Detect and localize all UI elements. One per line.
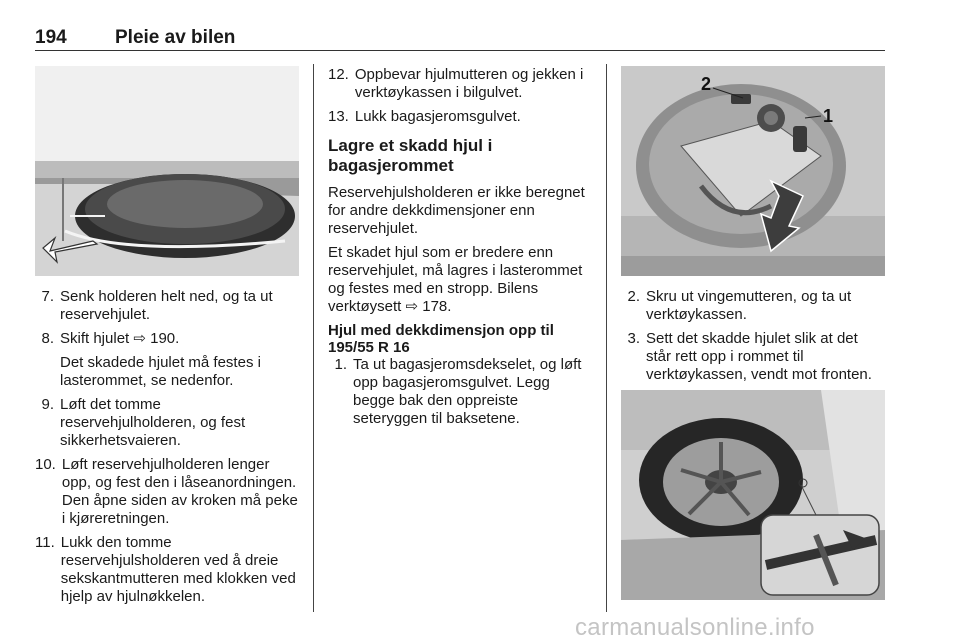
list-item (35, 396, 299, 450)
subheading: Hjul med dekkdimensjon opp til 195/55 R 16 (328, 322, 554, 356)
callout-1: 1 (823, 106, 834, 126)
column-left (35, 288, 299, 612)
step-extra-text: Det skadede hjulet må festes i lasterommet, se nedenfor. (60, 354, 261, 389)
step-text: Ta ut bagasjeromsdekselet, og løft opp bagasjeromsgulvet. Legg begge bak den oppreiste seteryggen til baksetene. (353, 356, 582, 427)
list-item (328, 356, 590, 428)
step-number: 12. (328, 66, 349, 83)
step-number: 8. (41, 330, 54, 347)
list-item (621, 288, 885, 324)
list-item (621, 330, 885, 384)
list-item (35, 330, 299, 390)
step-number: 2. (627, 288, 640, 305)
step-text: Sett det skadde hjulet slik at det står rett opp i rommet til verktøykassen, vendt mot fronten. (646, 330, 872, 383)
tool-box-illustration (621, 66, 885, 276)
column-divider-1 (313, 64, 314, 612)
list-item (35, 534, 299, 606)
page-title: Pleie av bilen (115, 27, 236, 48)
header-rule (35, 50, 885, 51)
step-number: 9. (41, 396, 54, 413)
step-text: Lukk bagasjeromsgulvet. (354, 108, 521, 125)
list-item (328, 66, 590, 102)
step-number: 1. (334, 356, 347, 373)
figure-tool-box (621, 66, 885, 276)
callout-2: 2 (701, 74, 712, 94)
step-text: Skru ut vingemutteren, og ta ut verktøykassen. (646, 288, 852, 323)
column-right (621, 288, 885, 390)
step-number: 3. (627, 330, 640, 347)
paragraph: Reservehjulsholderen er ikke beregnet for andre dekkdimensjoner enn reservehjulet. (328, 184, 585, 237)
list-item (35, 456, 299, 528)
damaged-wheel-illustration (621, 390, 885, 600)
paragraph: Et skadet hjul som er bredere enn reservehjulet, må lagres i lasterommet og festes med en stropp. Bilens verktøysett ⇨ 178. (328, 244, 583, 315)
column-middle (328, 66, 590, 434)
list-item (328, 108, 590, 126)
step-text: Skift hjulet ⇨ 190. (60, 330, 180, 347)
figure-spare-wheel-lowered (35, 66, 299, 276)
figure-damaged-wheel-strapped (621, 390, 885, 600)
step-text: Oppbevar hjulmutteren og jekken i verktøykassen i bilgulvet. (354, 66, 584, 101)
page-number: 194 (35, 27, 67, 48)
step-text: Løft reservehjulholderen lenger opp, og fest den i låseanordningen. Den åpne siden av kroken må peke i kjøreretningen. (61, 456, 298, 527)
step-number: 13. (328, 108, 349, 125)
step-text: Lukk den tomme reservehjulsholderen ved å dreie sekskantmutteren med klokken ved hjelp av hjulnøkkelen. (60, 534, 296, 605)
column-divider-2 (606, 64, 607, 612)
section-heading: Lagre et skadd hjul i bagasjerommet (328, 136, 493, 175)
watermark: carmanualsonline.info (575, 614, 815, 641)
step-number: 11. (35, 534, 55, 551)
step-text: Senk holderen helt ned, og ta ut reservehjulet. (60, 288, 273, 323)
step-number: 10. (35, 456, 56, 473)
step-text: Løft det tomme reservehjulholderen, og fest sikkerhetsvaieren. (60, 396, 246, 449)
list-item (35, 288, 299, 324)
spare-wheel-illustration (35, 66, 299, 276)
step-number: 7. (41, 288, 54, 305)
